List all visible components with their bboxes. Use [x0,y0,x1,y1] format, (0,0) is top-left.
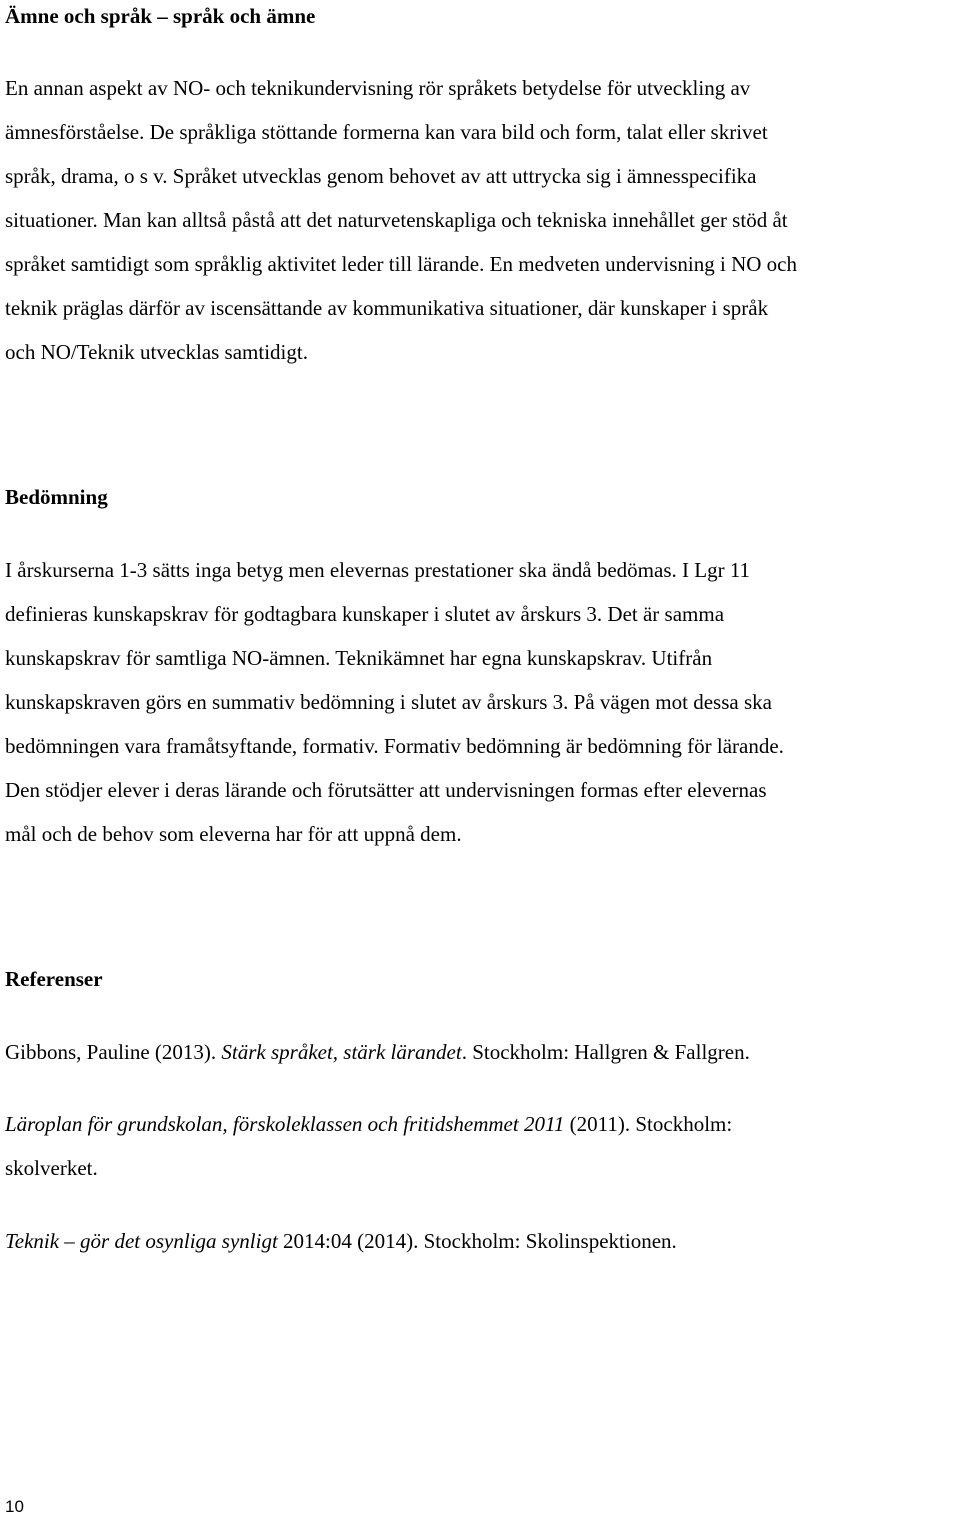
section-heading-bedomning: Bedömning [5,485,108,509]
reference-item [5,1030,955,1074]
paragraph-line: En annan aspekt av NO- och teknikundervisning rör språkets betydelse för utveckling av [5,76,751,100]
reference-title: Teknik – gör det osynliga synligt [5,1229,278,1253]
paragraph-line: situationer. Man kan alltså påstå att det naturvetenskapliga och tekniska innehållet ger stöd åt [5,208,788,232]
paragraph-bedomning [5,548,955,856]
paragraph-line: språket samtidigt som språklig aktivitet leder till lärande. En medveten undervisning i NO och [5,252,797,276]
paragraph-line: kunskapskraven görs en summativ bedömning i slutet av årskurs 3. På vägen mot dessa ska [5,690,772,714]
reference-item [5,1102,955,1190]
reference-title: Stärk språket, stärk lärandet [221,1040,462,1064]
section-heading-referenser: Referenser [5,967,103,991]
reference-line [5,1102,955,1146]
paragraph-line: mål och de behov som eleverna har för att uppnå dem. [5,822,462,846]
reference-item [5,1219,955,1263]
paragraph-line: bedömningen vara framåtsyftande, formativ. Formativ bedömning är bedömning för lärande. [5,734,784,758]
reference-publisher: 2014:04 (2014). Stockholm: Skolinspektionen. [277,1229,677,1253]
reference-publisher: (2011). Stockholm: [564,1112,733,1136]
paragraph-amne-och-sprak [5,66,955,374]
paragraph-line: teknik präglas därför av iscensättande av kommunikativa situationer, där kunskaper i språk [5,296,769,320]
page-number: 10 [5,1497,24,1516]
paragraph-line: definieras kunskapskrav för godtagbara kunskaper i slutet av årskurs 3. Det är samma [5,602,725,626]
paragraph-line: I årskurserna 1-3 sätts inga betyg men elevernas prestationer ska ändå bedömas. I Lgr 11 [5,558,751,582]
reference-line-continuation: skolverket. [5,1156,98,1180]
reference-line [5,1030,955,1074]
reference-line [5,1219,955,1263]
paragraph-line: ämnesförståelse. De språkliga stöttande formerna kan vara bild och form, talat eller skrivet [5,120,768,144]
section-heading-amne-och-sprak: Ämne och språk – språk och ämne [5,4,316,28]
paragraph-line: språk, drama, o s v. Språket utvecklas genom behovet av att uttrycka sig i ämnesspecifika [5,164,757,188]
reference-publisher: . Stockholm: Hallgren & Fallgren. [461,1040,750,1064]
paragraph-line: Den stödjer elever i deras lärande och förutsätter att undervisningen formas efter elevernas [5,778,767,802]
reference-title: Läroplan för grundskolan, förskoleklassen och fritidshemmet 2011 [5,1112,565,1136]
paragraph-line: kunskapskrav för samtliga NO-ämnen. Teknikämnet har egna kunskapskrav. Utifrån [5,646,713,670]
reference-author: Gibbons, Pauline (2013). [5,1040,222,1064]
paragraph-line: och NO/Teknik utvecklas samtidigt. [5,340,308,364]
